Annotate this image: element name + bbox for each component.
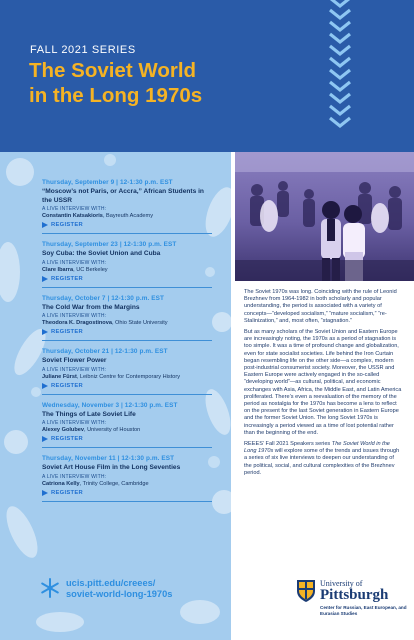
historical-photo [235, 152, 414, 281]
paragraph-3-text-b: will explore some of the trends and issues through a series of six live interviews to deepen our understanding of the political, social, and cultural complexities of the Brezhnev period. [244, 448, 400, 476]
speaker-name: Theodora K. Dragostinova [42, 320, 112, 326]
register-label: REGISTER [51, 329, 84, 335]
chevron-pattern-icon [327, 0, 353, 136]
speaker [42, 481, 212, 488]
url-line-1: ucis.pitt.edu/creees/ [66, 578, 156, 588]
title-line-1: The Soviet World [29, 59, 197, 82]
play-triangle-icon [42, 436, 48, 442]
university-logo [296, 579, 408, 616]
event-title: The Cold War from the Margins [42, 303, 140, 311]
event-title: The Things of Late Soviet Life [42, 410, 136, 418]
event-date: Wednesday, November 3 | 12-1:30 p.m. EST [42, 401, 178, 409]
speaker [42, 427, 212, 434]
interview-label: A LIVE INTERVIEW WITH: [42, 259, 107, 266]
series-label: FALL 2021 SERIES [30, 44, 136, 56]
register-label: REGISTER [51, 275, 84, 282]
url-text[interactable] [66, 578, 172, 600]
title-line-2: in the Long 1970s [29, 84, 203, 107]
speaker [42, 267, 212, 274]
register-link[interactable] [42, 436, 212, 442]
list-item [42, 294, 212, 342]
page-title [29, 58, 202, 108]
speaker-affiliation: , Leibniz Centre for Contemporary History [76, 373, 181, 380]
university-line-2: Pittsburgh [320, 587, 389, 603]
play-triangle-icon [42, 329, 48, 335]
list-item [42, 454, 212, 502]
speaker-affiliation: , UC Berkeley [73, 266, 108, 273]
dancers-photo-image [235, 152, 414, 281]
speaker [42, 320, 212, 327]
event-date: Thursday, November 11 | 12-1:30 p.m. EST [42, 455, 175, 462]
series-title-italic: The Soviet World in the Long 1970s [244, 441, 390, 455]
logo-lockup [296, 579, 408, 603]
speaker-affiliation: , Trinity College, Cambridge [79, 480, 149, 487]
speaker [42, 374, 212, 381]
speaker-name: Alexey Golubev [42, 427, 84, 433]
speaker-affiliation: , University of Houston [83, 427, 141, 433]
play-triangle-icon [42, 222, 48, 228]
event-title: Soviet Art House Film in the Long Seventies [42, 464, 181, 471]
list-item [42, 347, 212, 395]
play-triangle-icon [42, 383, 48, 389]
event-title: “Moscow’s not Paris, or Accra,” African Students in the USSR [42, 188, 204, 204]
university-shield-icon [296, 579, 316, 603]
university-name [320, 579, 388, 603]
event-title: Soy Cuba: the Soviet Union and Cuba [42, 250, 161, 257]
play-triangle-icon [42, 490, 48, 496]
speaker [42, 213, 212, 220]
speaker-name: Juliane Fürst [42, 373, 77, 380]
description-text [244, 289, 402, 481]
paragraph-3 [244, 441, 402, 477]
series-url[interactable] [40, 578, 172, 600]
event-date: Thursday, October 21 | 12-1:30 p.m. EST [42, 348, 168, 355]
event-date: Thursday, September 23 | 12-1:30 p.m. EST [42, 241, 177, 248]
interview-label: A LIVE INTERVIEW WITH: [42, 366, 107, 373]
speaker-name: Clare Ibarra [42, 266, 74, 273]
register-link[interactable] [42, 329, 212, 335]
url-line-2: soviet-world-long-1970s [66, 589, 173, 599]
interview-label: A LIVE INTERVIEW WITH: [42, 313, 107, 319]
list-item [42, 178, 212, 234]
header-banner [0, 0, 414, 152]
university-line-1: University of [320, 579, 363, 588]
register-label: REGISTER [51, 489, 84, 496]
interview-label: A LIVE INTERVIEW WITH: [42, 473, 107, 480]
play-triangle-icon [42, 276, 48, 282]
register-label: REGISTER [51, 382, 84, 389]
paragraph-3-text-a: REEES’ Fall 2021 Speakers series [244, 441, 332, 448]
register-label: REGISTER [51, 436, 84, 442]
center-name: Center for Russian, East European, and Eurasian Studies [320, 605, 407, 616]
speaker-name: Catriona Kelly [42, 480, 80, 487]
paragraph-1: The Soviet 1970s was long. Coinciding with the rule of Leonid Brezhnev from 1964-1982 in both scholarly and popular understanding, the period is associated with a variety of concepts—“developed socialism,” “mature socialism,” “re-Stalinization,” and, most often, “stagnation.” [244, 289, 397, 324]
list-item [42, 401, 212, 449]
interview-label: A LIVE INTERVIEW WITH: [42, 206, 107, 212]
event-date: Thursday, September 9 | 12-1:30 p.m. EST [42, 179, 173, 186]
register-label: REGISTER [51, 222, 84, 228]
snowflake-icon [40, 578, 60, 598]
register-link[interactable] [42, 276, 212, 282]
paragraph-2: But as many scholars of the Soviet Union and Eastern Europe are increasingly noting, the 1970s as a period of stagnation is too simple. It was a time of profound change and globalization, even for state socialist societies. Life behind the Iron Curtain began resembling life on the other side—a complex, modern post-industrial consumerist society. Moreover, the USSR and Eastern Europe were actively engaged in the so-called “developing world”—as cultural, political, and economic exchanges with Asia, Africa, the Middle East, and Latin America proliferated. There’s even a reevaluation of the memory of the period as nostalgia for the 1970s has become a lens to reflect on the present for the last Soviet generation in Eastern Europe and the former Soviet Union. The long Soviet 1970s is increasingly a period viewed as a time of lost potential rather than the beginning of the end. [244, 329, 402, 436]
speaker-name: Constantin Katsakioris [42, 213, 103, 219]
list-item [42, 240, 212, 288]
event-date: Thursday, October 7 | 12-1:30 p.m. EST [42, 294, 164, 302]
register-link[interactable] [42, 383, 212, 389]
register-link[interactable] [42, 222, 212, 228]
register-link[interactable] [42, 490, 212, 496]
interview-label: A LIVE INTERVIEW WITH: [42, 420, 107, 426]
event-title: Soviet Flower Power [42, 357, 107, 364]
event-list [42, 178, 212, 508]
speaker-affiliation: , Bayreuth Academy [102, 213, 153, 219]
speaker-affiliation: , Ohio State University [111, 320, 168, 326]
